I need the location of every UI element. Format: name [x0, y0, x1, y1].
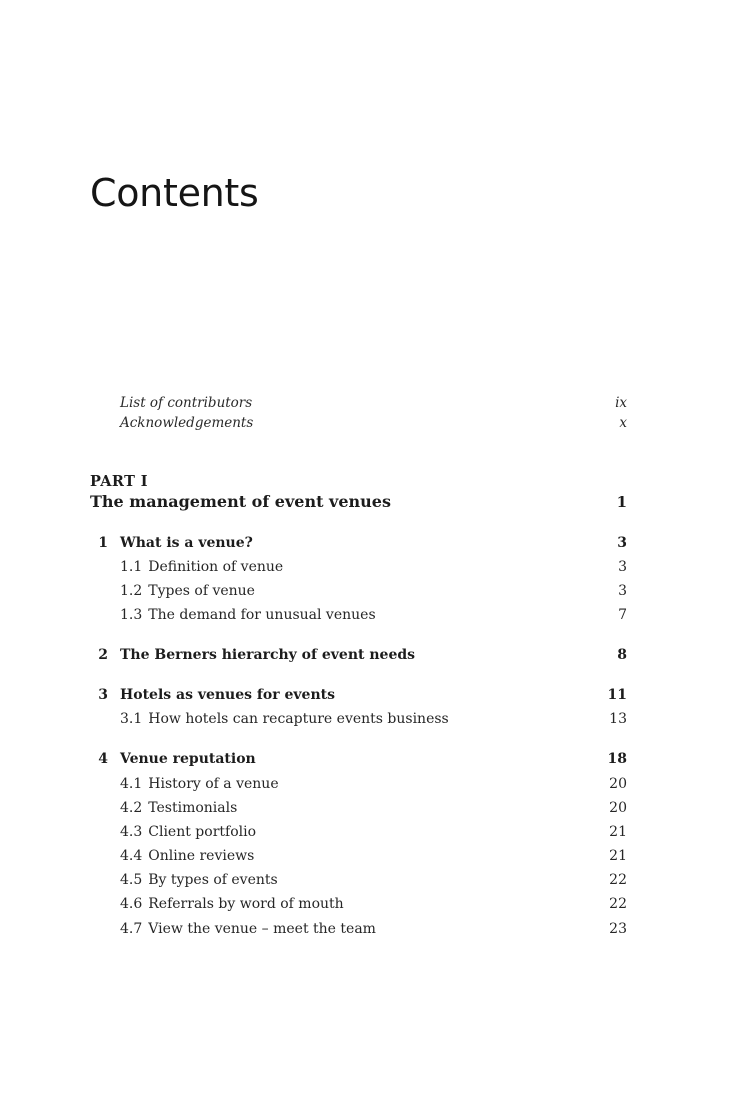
- toc-page-number: 18: [607, 751, 627, 767]
- toc-page-number: 3: [618, 559, 627, 575]
- section-title-text: Referrals by word of mouth: [148, 896, 344, 912]
- part-label: PART I: [90, 473, 148, 490]
- toc-chapter-4[interactable]: [0, 748, 738, 770]
- toc-section-1-3[interactable]: [0, 604, 738, 626]
- toc-page-number: x: [619, 415, 627, 431]
- section-title-text: By types of events: [148, 872, 278, 888]
- chapter-number: 3: [98, 687, 108, 703]
- chapter-title: Hotels as venues for events: [120, 687, 335, 703]
- section-number: 1.1: [120, 559, 143, 575]
- toc-page-number: 1: [616, 493, 627, 511]
- toc-page-number: 21: [609, 848, 627, 864]
- section-title-text: Definition of venue: [148, 559, 284, 575]
- section-number: 4.1: [120, 776, 143, 792]
- page-title: Contents: [90, 171, 259, 215]
- toc-page-number: 22: [609, 872, 627, 888]
- section-number: 4.3: [120, 824, 143, 840]
- section-number: 1.2: [120, 583, 143, 599]
- section-title-text: The demand for unusual venues: [148, 607, 376, 623]
- section-title-text: Client portfolio: [148, 824, 257, 840]
- toc-section-4-7[interactable]: [0, 918, 738, 940]
- section-title-text: Types of venue: [148, 583, 255, 599]
- toc-page-number: ix: [615, 395, 627, 411]
- toc-entry-acknowledgements[interactable]: [0, 412, 738, 434]
- toc-page-number: 22: [609, 896, 627, 912]
- section-title-text: Testimonials: [148, 800, 238, 816]
- toc-entry-contributors[interactable]: [0, 392, 738, 414]
- section-number: 1.3: [120, 607, 143, 623]
- toc-section-4-6[interactable]: [0, 893, 738, 915]
- toc-page-number: 3: [618, 583, 627, 599]
- section-title: [120, 556, 283, 578]
- toc-page-number: 21: [609, 824, 627, 840]
- toc-section-4-5[interactable]: [0, 869, 738, 891]
- toc-page-number: 23: [609, 921, 627, 937]
- section-title-text: Online reviews: [148, 848, 255, 864]
- toc-section-4-1[interactable]: [0, 773, 738, 795]
- section-title: [120, 821, 256, 843]
- section-title-text: View the venue – meet the team: [148, 921, 376, 937]
- chapter-title: What is a venue?: [120, 535, 253, 551]
- toc-section-1-1[interactable]: [0, 556, 738, 578]
- toc-chapter-1[interactable]: [0, 532, 738, 554]
- part-title: The management of event venues: [90, 492, 391, 511]
- section-number: 4.4: [120, 848, 143, 864]
- toc-section-1-2[interactable]: [0, 580, 738, 602]
- toc-page-number: 7: [618, 607, 627, 623]
- toc-page-number: 11: [607, 687, 627, 703]
- section-title: [120, 604, 376, 626]
- section-number: 4.7: [120, 921, 143, 937]
- toc-section-4-2[interactable]: [0, 797, 738, 819]
- toc-page-number: 13: [609, 711, 627, 727]
- section-title: [120, 893, 344, 915]
- toc-entry-part-1[interactable]: [0, 491, 738, 513]
- chapter-number: 2: [98, 647, 108, 663]
- toc-page-number: 8: [617, 647, 627, 663]
- toc-page-number: 20: [609, 800, 627, 816]
- toc-entry-label: Acknowledgements: [120, 415, 254, 431]
- chapter-number: 1: [98, 535, 108, 551]
- section-title-text: History of a venue: [148, 776, 279, 792]
- toc-entry-label: List of contributors: [120, 395, 253, 411]
- section-number: 3.1: [120, 711, 143, 727]
- chapter-number: 4: [98, 751, 108, 767]
- section-title: [120, 869, 278, 891]
- section-number: 4.6: [120, 896, 143, 912]
- section-title: [120, 918, 376, 940]
- section-title: [120, 797, 237, 819]
- section-title: [120, 773, 279, 795]
- toc-chapter-3[interactable]: [0, 684, 738, 706]
- toc-section-4-4[interactable]: [0, 845, 738, 867]
- section-title: [120, 845, 254, 867]
- section-title: [120, 580, 255, 602]
- section-title: [120, 708, 449, 730]
- section-title-text: How hotels can recapture events business: [148, 711, 449, 727]
- toc-section-3-1[interactable]: [0, 708, 738, 730]
- chapter-title: The Berners hierarchy of event needs: [120, 647, 416, 663]
- toc-chapter-2[interactable]: [0, 644, 738, 666]
- toc-section-4-3[interactable]: [0, 821, 738, 843]
- section-number: 4.2: [120, 800, 143, 816]
- toc-page-number: 20: [609, 776, 627, 792]
- chapter-title: Venue reputation: [120, 751, 256, 767]
- toc-page-number: 3: [617, 535, 627, 551]
- section-number: 4.5: [120, 872, 143, 888]
